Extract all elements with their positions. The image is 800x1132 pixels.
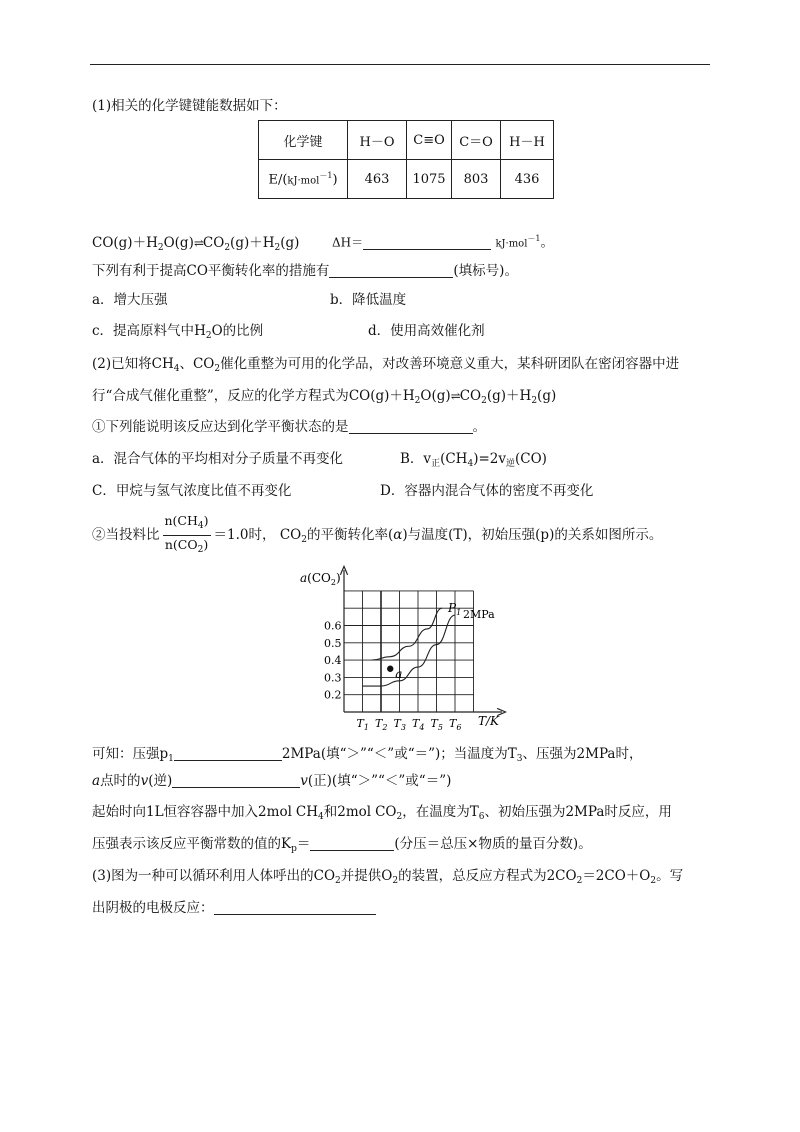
y-tick-label: 0.6 xyxy=(324,619,342,633)
section3-line1: 可知：压强$p_1$ 2MPa(填“＞”“＜”或“＝”)；当温度为$T_3$、压强为2MPa时， xyxy=(92,746,643,764)
section2-line1: (2)已知将$CH_4$、$CO_2$催化重整为可用的化学品，对改善环境意义重大，某科研团队在密闭容器中进 xyxy=(92,356,680,374)
x-tick-label: $T_3$ xyxy=(393,717,406,732)
table-cell: 1075 xyxy=(407,160,452,199)
point-a-label: a xyxy=(395,666,403,681)
delta-h-label: ΔH＝ xyxy=(332,235,364,250)
table-cell: 803 xyxy=(452,160,501,199)
y-tick-label: 0.2 xyxy=(324,688,342,702)
option-B: B．$v_正(CH_4)=2v_逆(CO)$ xyxy=(400,451,547,469)
section4-line1: (3)图为一种可以循环利用人体呼出的$CO_2$并提供$O_2$的装置，总反应方程式为$2CO_2=2CO+O_2$。写 xyxy=(92,868,684,886)
section2-line2: 行“合成气催化重整”，反应的化学方程式为$CO(g)+H_2O(g)\rightleftharpoons CO_2(g)+H_2(g)$ xyxy=(92,388,557,406)
answer-blank-pressure[interactable] xyxy=(174,746,282,761)
x-axis-label: T/K xyxy=(478,714,500,728)
section3-line4: 压强表示该反应平衡常数的值的$K_p=$ (分压＝总压×物质的量百分数)。 xyxy=(92,836,592,854)
section4-line2: 出阴极的电极反应： xyxy=(92,898,376,918)
table-cell: H－O xyxy=(348,121,407,160)
series-curve-p1 xyxy=(372,608,442,660)
table-cell: H－H xyxy=(501,121,554,160)
answer-blank-rate[interactable] xyxy=(172,773,300,788)
answer-blank-cathode[interactable] xyxy=(214,900,376,915)
series-label-2mpa: 2MPa xyxy=(463,608,495,622)
reaction-equation: $CO(g)+H_2O(g)\rightleftharpoons CO_2(g)+H_2(g)$ ΔH＝ kJ·mol$^{-1}$。 xyxy=(92,234,554,253)
option-d: d．使用高效催化剂 xyxy=(368,323,485,339)
x-tick-label: $T_4$ xyxy=(412,717,425,732)
option-c: c．提高原料气中$H_2O$的比例 xyxy=(92,323,264,341)
x-tick-label: $T_2$ xyxy=(375,717,388,732)
table-cell: C＝O xyxy=(452,121,501,160)
measures-question: 下列有利于提高CO平衡转化率的措施有 (填标号)。 xyxy=(92,263,518,279)
option-A: a．混合气体的平均相对分子质量不再变化 xyxy=(92,451,344,467)
series-label-p1: $P_1$ xyxy=(448,601,462,618)
table-cell: 化学键 xyxy=(259,121,348,160)
table-cell: C≡O xyxy=(407,121,452,160)
option-a: a．增大压强 xyxy=(92,292,168,308)
point-a-marker xyxy=(387,666,393,672)
table-cell: 463 xyxy=(348,160,407,199)
x-tick-label: $T_5$ xyxy=(430,717,443,732)
question-2: ②当投料比 $\frac{n(CH_4)}{n(CO_2)}$ ＝1.0时， $CO_2$的平衡转化率(α)与温度(T)，初始压强(p)的关系如图所示。 xyxy=(92,512,662,560)
answer-blank-kp[interactable] xyxy=(310,836,394,851)
table-row-label: E/(kJ·mol$^{-1}$) xyxy=(259,160,348,199)
section3-line2: a点时的v(逆) v(正)(填“＞”“＜”或“＝”) xyxy=(92,773,452,789)
question-1: ①下列能说明该反应达到化学平衡状态的是 。 xyxy=(92,419,486,435)
section3-line3: 起始时向1L恒容容器中加入2mol $CH_4$和2mol $CO_2$，在温度为$T_6$、初始压强为2MPa时反应，用 xyxy=(92,804,672,822)
option-b: b．降低温度 xyxy=(330,292,407,308)
y-axis-label: $a(CO_2)$ xyxy=(300,571,341,587)
feed-ratio-fraction: $\frac{n(CH_4)}{n(CO_2)}$ xyxy=(164,513,209,555)
x-tick-label: $T_1$ xyxy=(356,717,369,732)
y-tick-label: 0.3 xyxy=(324,671,342,685)
y-tick-label: 0.4 xyxy=(324,654,342,668)
y-tick-label: 0.5 xyxy=(324,636,342,650)
table-cell: 436 xyxy=(501,160,554,199)
x-tick-label: $T_6$ xyxy=(449,717,462,732)
option-D: D．容器内混合气体的密度不再变化 xyxy=(380,483,594,499)
intro-text: (1)相关的化学键键能数据如下： xyxy=(92,98,287,114)
option-C: C．甲烷与氢气浓度比值不再变化 xyxy=(92,483,292,499)
